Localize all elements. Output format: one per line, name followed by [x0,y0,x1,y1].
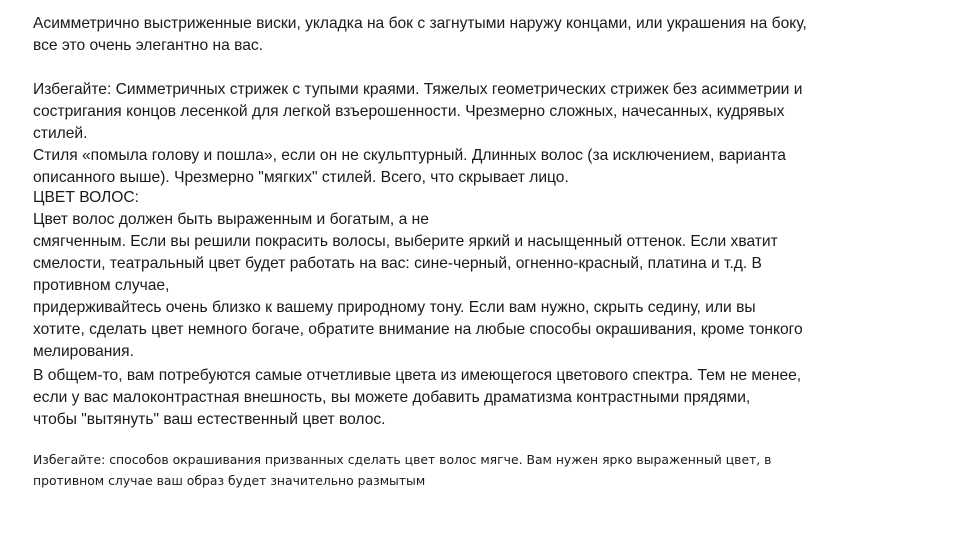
hairstyle-recommendation-text: Асимметрично выстриженные виски, укладка на бок с загнутыми наружу концами, или украшения на боку, все это очень элегантно на вас. [33,15,807,54]
hair-color-contrast-text: В общем-то, вам потребуются самые отчетливые цвета из имеющегося цветового спектра. Тем не менее, если у вас малоконтрастная внешность, вы можете добавить драматизма контрастными прядями, чтобы "вытянуть" ваш естественный цвет волос. [33,367,802,428]
coloring-avoid-footnote: Избегайте: способов окрашивания призванных сделать цвет волос мягче. Вам нужен ярко выраженный цвет, в противном случае ваш образ будет значительно размытым [33,452,772,488]
hair-color-section-text: ЦВЕТ ВОЛОС: Цвет волос должен быть выраженным и богатым, а не смягченным. Если вы решили покрасить волосы, выберите яркий и насыщенный оттенок. Если хватит смелости, театральный цвет будет работать на вас: сине-черный, огненно-красный, платина и т.д. В противном случае, придерживайтесь очень близко к вашему природному тону. Если вам нужно, скрыть седину, или вы хотите, сделать цвет немного богаче, обратите внимание на любые способы окрашивания, кроме тонкого мелирования. [33,189,803,360]
hairstyle-avoid-text: Избегайте: Симметричных стрижек с тупыми краями. Тяжелых геометрических стрижек без асимметрии и состригания концов лесенкой для легкой взъерошенности. Чрезмерно сложных, начесанных, кудрявых стилей. Стиля «помыла голову и пошла», если он не скульптурный. Длинных волос (за исключением, варианта описанного выше). Чрезмерно "мягких" стилей. Всего, что скрывает лицо. [33,81,803,186]
